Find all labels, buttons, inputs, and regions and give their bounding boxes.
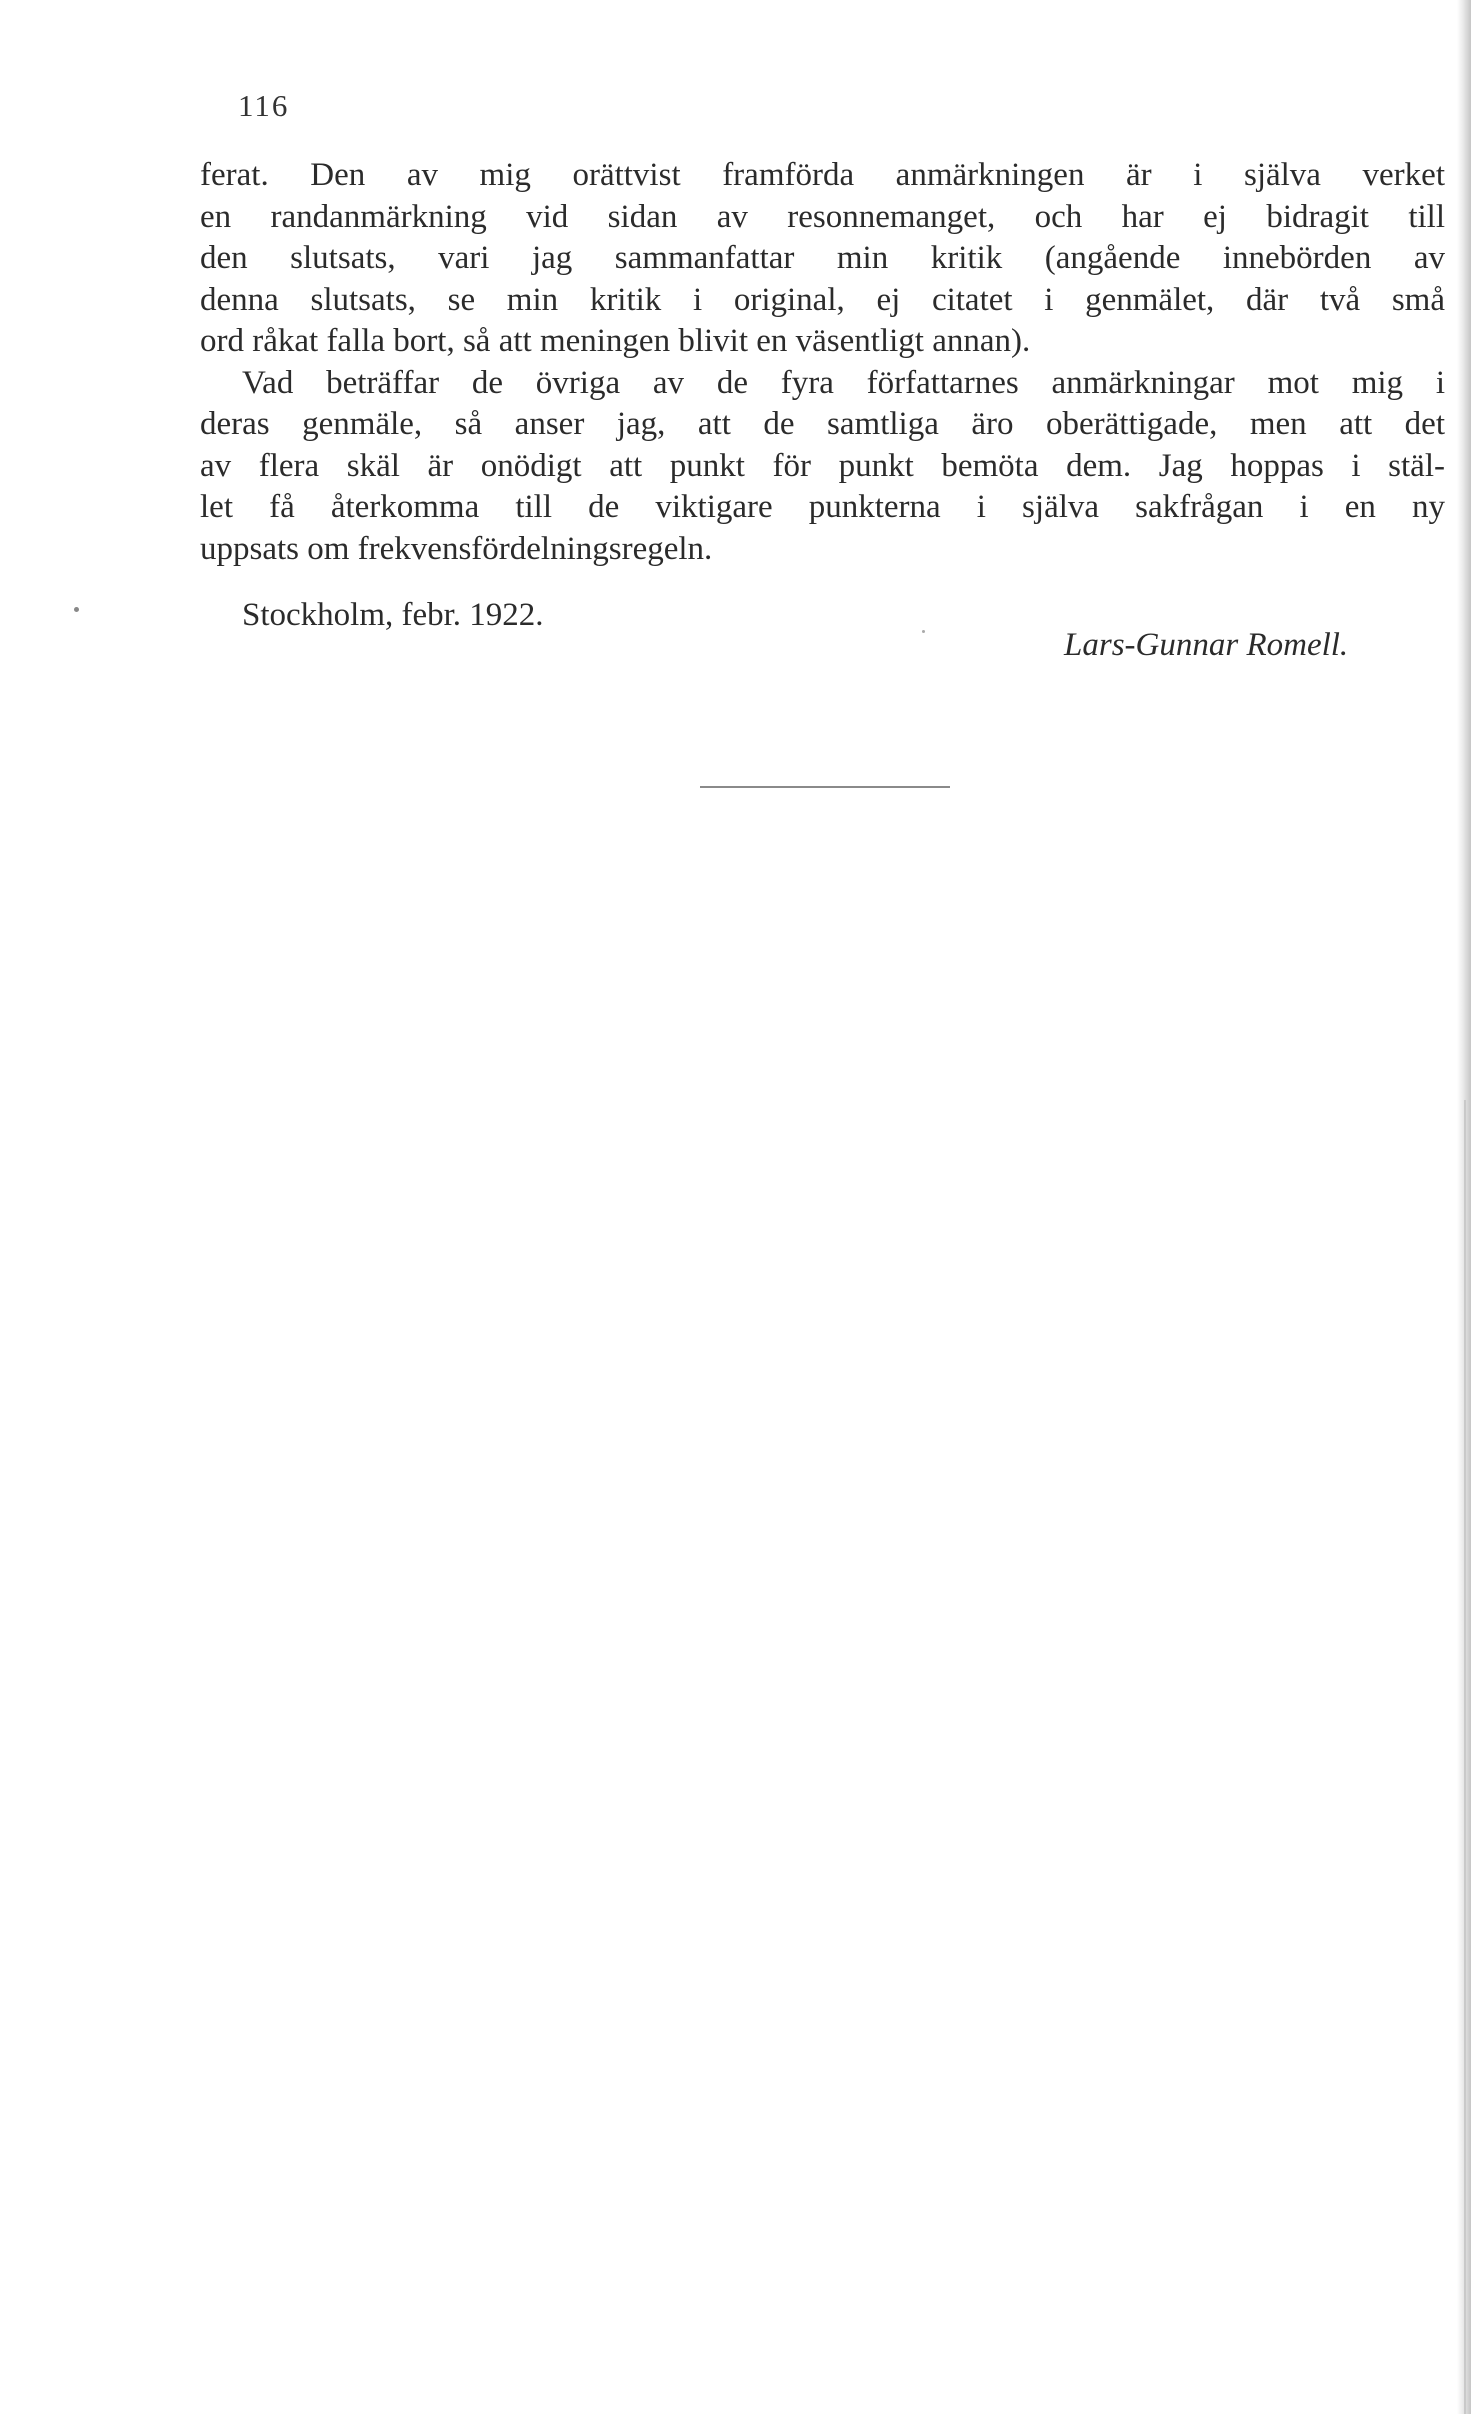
- author-signature: Lars-Gunnar Romell.: [1064, 627, 1349, 663]
- dateline: Stockholm, febr. 1922.: [242, 597, 544, 633]
- page-number: 116: [238, 88, 290, 123]
- margin-mark: [74, 607, 79, 612]
- paragraph-1: [200, 155, 1445, 363]
- text-line: Vad beträffar de övriga av de fyra författarnes anmärkningar mot mig i: [242, 364, 1445, 401]
- text-line: ord råkat falla bort, så att meningen blivit en väsentligt annan).: [200, 323, 1031, 359]
- text-line: deras genmäle, så anser jag, att de samtliga äro oberättigade, men att det: [200, 406, 1445, 442]
- text-line: uppsats om frekvensfördelningsregeln.: [200, 530, 713, 567]
- paragraph-2: [200, 363, 1445, 571]
- text-line: ferat. Den av mig orättvist framförda anmärkningen är i själva verket: [200, 157, 1445, 193]
- page-edge-line: [1464, 1100, 1466, 2414]
- text-line: let få återkomma till de viktigare punkterna i själva sakfrågan i en ny: [200, 489, 1445, 525]
- body-text: [200, 155, 1445, 570]
- section-divider: [700, 786, 950, 788]
- scan-speck: [922, 630, 925, 633]
- text-line: den slutsats, vari jag sammanfattar min kritik (angående innebörden av: [200, 240, 1445, 276]
- text-line: denna slutsats, se min kritik i original, ej citatet i genmälet, där två små: [200, 281, 1445, 318]
- text-line: av flera skäl är onödigt att punkt för punkt bemöta dem. Jag hoppas i stäl-: [200, 447, 1445, 484]
- text-line: en randanmärkning vid sidan av resonnemanget, och har ej bidragit till: [200, 198, 1445, 235]
